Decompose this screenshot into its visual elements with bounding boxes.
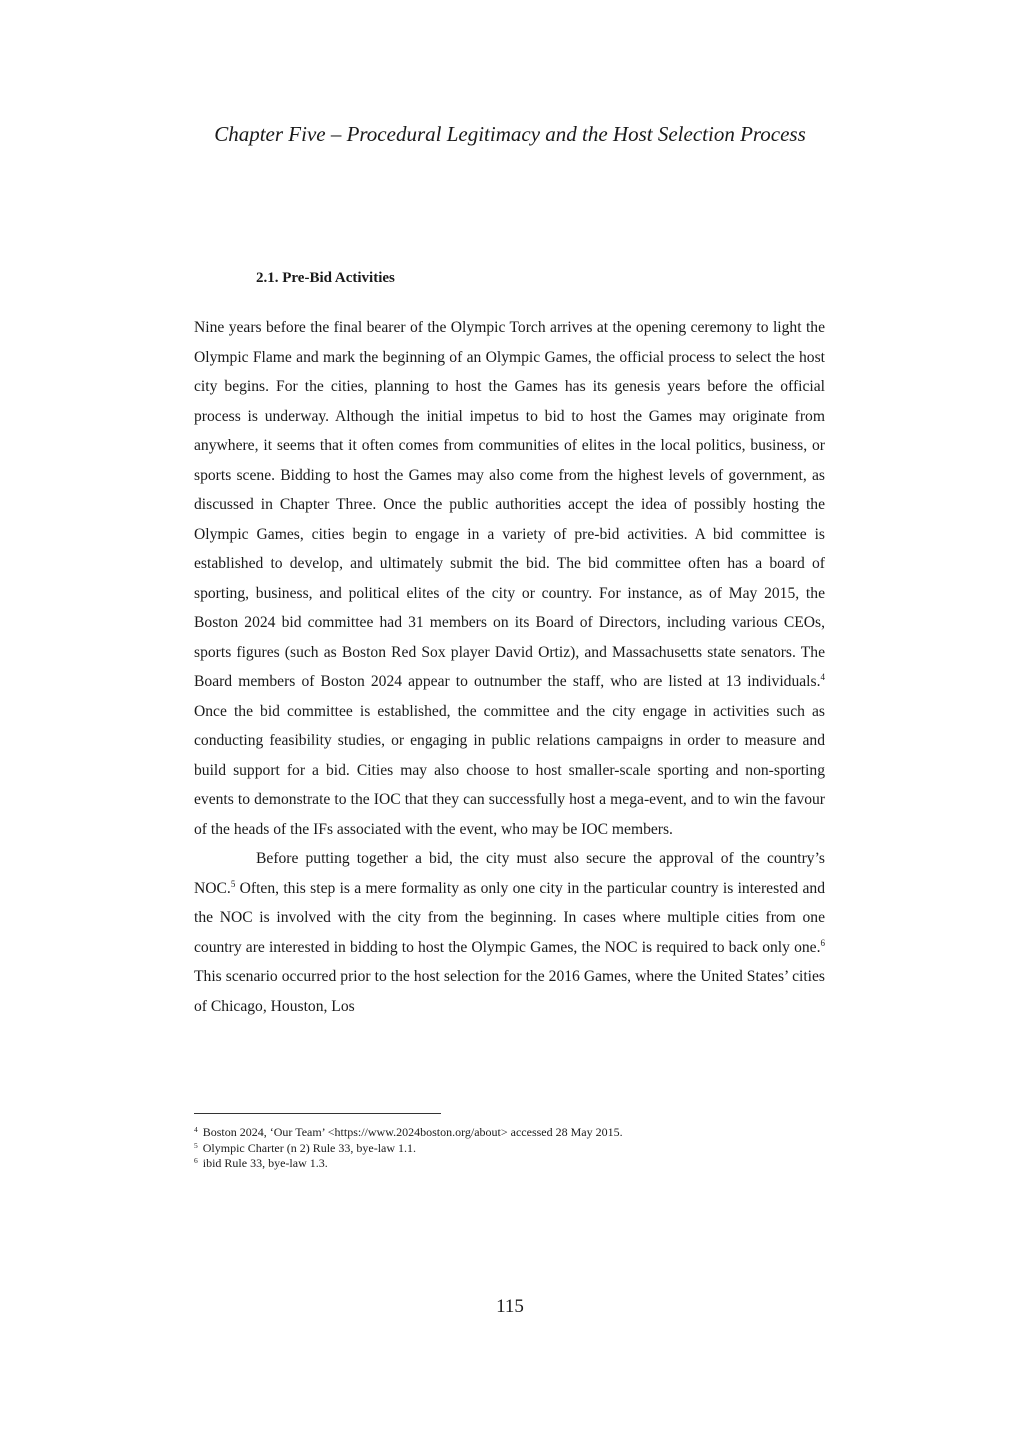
- body-text: [194, 313, 825, 1021]
- footnote-ref-5[interactable]: 5: [230, 878, 236, 889]
- footnote-ref-4[interactable]: 4: [820, 672, 825, 682]
- running-header: Chapter Five – Procedural Legitimacy and the Host Selection Process: [214, 122, 806, 146]
- footnote-4: [194, 1125, 825, 1141]
- footnote-text: Olympic Charter (n 2) Rule 33, bye-law 1.1.: [202, 1140, 417, 1155]
- footnote-6: [194, 1156, 825, 1172]
- paragraph-2: [194, 844, 825, 1021]
- footnote-5: [194, 1141, 825, 1157]
- paragraph-1-text-b: Once the bid committee is established, the committee and the city engage in activities such as conducting feasibility studies, or engaging in public relations campaigns in order to measure and build support for a bid. Cities may also choose to host smaller-scale sporting and non-sporting events to demonstrate to the IOC that they can successfully host a mega-event, and to win the favour of the heads of the IFs associated with the event, who may be IOC members.: [194, 702, 825, 838]
- footnotes: [194, 1125, 825, 1172]
- footnote-divider: [194, 1113, 441, 1114]
- footnote-ref-6[interactable]: 6: [820, 937, 825, 948]
- footnote-text: Boston 2024, ‘Our Team’ <https://www.2024boston.org/about> accessed 28 May 2015.: [202, 1125, 623, 1139]
- page-number: 115: [496, 1296, 524, 1317]
- footnote-number: 6: [194, 1156, 198, 1165]
- paragraph-1-text-a: Nine years before the final bearer of the Olympic Torch arrives at the opening ceremony to light the Olympic Flame and mark the beginning of an Olympic Games, the official process to select the host city begins. For the cities, planning to host the Games has its genesis years before the official process is underway. Although the initial impetus to bid to host the Games may originate from anywhere, it seems that it often comes from communities of elites in the local politics, business, or sports scene. Bidding to host the Games may also come from the highest levels of government, as discussed in Chapter Three. Once the public authorities accept the idea of possibly hosting the Olympic Games, cities begin to engage in a variety of pre-bid activities. A bid committee is established to develop, and ultimately submit the bid. The bid committee often has a board of sporting, business, and political elites of the city or country. For instance, as of May 2015, the Boston 2024 bid committee had 31 members on its Board of Directors, including various CEOs, sports figures (such as Boston Red Sox player David Ortiz), and Massachusetts state senators. The Board members of Boston 2024 appear to outnumber the staff, who are listed at 13 individuals.: [194, 319, 825, 690]
- paragraph-2-text-b: Often, this step is a mere formality as only one city in the particular country is interested and the NOC is involved with the city from the beginning. In cases where multiple cities from one country are interested in bidding to host the Olympic Games, the NOC is required to back only one.: [194, 879, 825, 956]
- paragraph-2-text-c: This scenario occurred prior to the host selection for the 2016 Games, where the United States’ cities of Chicago, Houston, Los: [194, 968, 825, 1015]
- section-heading: 2.1. Pre-Bid Activities: [256, 270, 395, 286]
- footnote-number: 5: [194, 1140, 198, 1150]
- paragraph-2-text-a: Before putting together a bid, the city must also secure the approval of the country’s NOC.: [194, 850, 825, 897]
- paragraph-1: [194, 313, 825, 844]
- footnote-number: 4: [194, 1125, 198, 1134]
- footnote-text: ibid Rule 33, bye-law 1.3.: [202, 1156, 328, 1170]
